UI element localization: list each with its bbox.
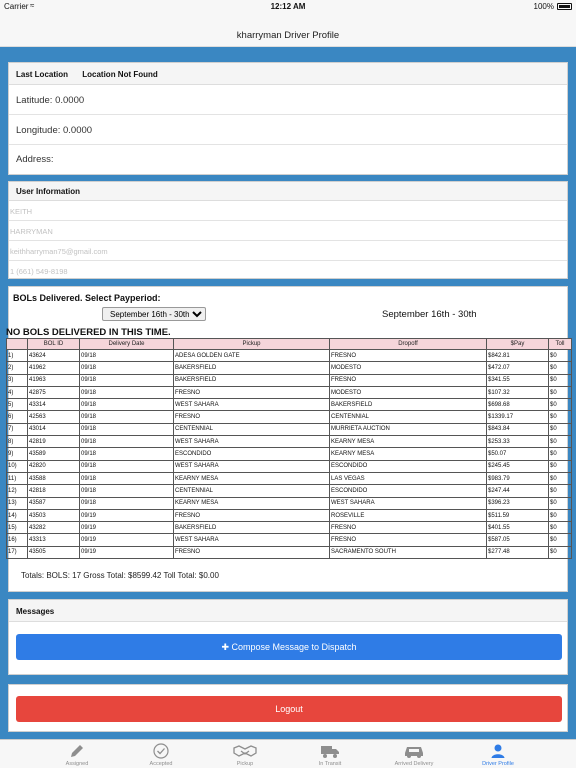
- table-cell: 14): [7, 509, 28, 521]
- table-row: [7, 509, 572, 521]
- nav-bar: [0, 13, 576, 47]
- table-row: [7, 399, 572, 411]
- compose-message-button[interactable]: [16, 634, 562, 660]
- table-cell: MURRIETA AUCTION: [330, 423, 487, 435]
- table-row: [7, 460, 572, 472]
- column-header: Pickup: [174, 339, 330, 350]
- table-cell: FRESNO: [174, 411, 330, 423]
- table-cell: 6): [7, 411, 28, 423]
- table-cell: 09/18: [80, 448, 174, 460]
- page-title: kharryman Driver Profile: [236, 30, 340, 41]
- table-cell: $0: [549, 423, 572, 435]
- totals-line: Totals: BOLS: 17 Gross Total: $8599.42 Toll Total: $0.00: [21, 571, 219, 580]
- table-cell: FRESNO: [174, 546, 330, 558]
- table-cell: $396.23: [487, 497, 549, 509]
- tab-in-transit[interactable]: [288, 740, 372, 768]
- battery-percent: 100%: [533, 2, 554, 11]
- table-cell: 09/19: [80, 509, 174, 521]
- last-location-header: [9, 63, 567, 85]
- tab-driver-profile[interactable]: [456, 740, 540, 768]
- table-cell: 17): [7, 546, 28, 558]
- table-cell: 43505: [28, 546, 80, 558]
- messages-header: Messages: [9, 600, 567, 622]
- table-cell: KEARNY MESA: [330, 448, 487, 460]
- pencil-icon: [69, 743, 85, 759]
- table-cell: CENTENNIAL: [174, 485, 330, 497]
- table-cell: $472.07: [487, 362, 549, 374]
- check-circle-icon: [153, 743, 169, 759]
- compose-message-label: Compose Message to Dispatch: [231, 642, 357, 652]
- tab-label: Accepted: [149, 761, 173, 767]
- table-cell: 43282: [28, 522, 80, 534]
- table-cell: 42875: [28, 386, 80, 398]
- table-cell: 12): [7, 485, 28, 497]
- table-cell: KEARNY MESA: [174, 472, 330, 484]
- user-icon: [490, 743, 506, 759]
- table-cell: ESCONDIDO: [174, 448, 330, 460]
- column-header: Toll: [549, 339, 572, 350]
- table-cell: MODESTO: [330, 386, 487, 398]
- table-cell: $277.48: [487, 546, 549, 558]
- address-row: Address:: [16, 154, 54, 165]
- table-cell: KEARNY MESA: [174, 497, 330, 509]
- table-cell: $341.55: [487, 374, 549, 386]
- table-cell: 15): [7, 522, 28, 534]
- table-cell: LAS VEGAS: [330, 472, 487, 484]
- table-cell: 09/18: [80, 472, 174, 484]
- table-cell: FRESNO: [330, 534, 487, 546]
- table-row: [7, 411, 572, 423]
- tab-label: Driver Profile: [482, 761, 514, 767]
- table-cell: 43624: [28, 350, 80, 362]
- table-cell: 2): [7, 362, 28, 374]
- table-cell: 5): [7, 399, 28, 411]
- table-cell: $842.81: [487, 350, 549, 362]
- column-header: Delivery Date: [80, 339, 174, 350]
- bols-heading: BOLs Delivered. Select Payperiod:: [13, 293, 161, 303]
- table-cell: ESCONDIDO: [330, 485, 487, 497]
- table-cell: $0: [549, 460, 572, 472]
- table-row: [7, 497, 572, 509]
- table-cell: 43314: [28, 399, 80, 411]
- latitude-row: Latitude: 0.0000: [9, 85, 567, 115]
- table-row: [7, 485, 572, 497]
- table-cell: $0: [549, 374, 572, 386]
- tab-arrived-delivery[interactable]: [372, 740, 456, 768]
- table-cell: $983.79: [487, 472, 549, 484]
- table-cell: $0: [549, 448, 572, 460]
- tab-bar: [0, 739, 576, 768]
- table-cell: 43587: [28, 497, 80, 509]
- tab-label: Arrived Delivery: [394, 761, 434, 767]
- table-cell: 41962: [28, 362, 80, 374]
- table-cell: $107.32: [487, 386, 549, 398]
- table-row: [7, 362, 572, 374]
- table-row: [7, 423, 572, 435]
- table-row: [7, 386, 572, 398]
- tab-pickup[interactable]: [203, 740, 287, 768]
- table-row: [7, 522, 572, 534]
- table-cell: 09/18: [80, 350, 174, 362]
- table-cell: $401.55: [487, 522, 549, 534]
- table-cell: $0: [549, 386, 572, 398]
- handshake-icon: [233, 743, 257, 759]
- table-cell: 43589: [28, 448, 80, 460]
- table-cell: $0: [549, 350, 572, 362]
- table-cell: 43313: [28, 534, 80, 546]
- column-header: Dropoff: [330, 339, 487, 350]
- table-cell: 7): [7, 423, 28, 435]
- bols-table-body: [7, 350, 572, 559]
- table-cell: FRESNO: [174, 386, 330, 398]
- table-cell: 09/18: [80, 460, 174, 472]
- table-cell: 13): [7, 497, 28, 509]
- table-row: [7, 472, 572, 484]
- table-cell: $0: [549, 522, 572, 534]
- table-cell: 42820: [28, 460, 80, 472]
- table-cell: 3): [7, 374, 28, 386]
- table-cell: WEST SAHARA: [174, 399, 330, 411]
- table-row: [7, 546, 572, 558]
- table-cell: 09/18: [80, 497, 174, 509]
- table-cell: WEST SAHARA: [174, 534, 330, 546]
- table-cell: BAKERSFIELD: [174, 374, 330, 386]
- table-cell: 09/19: [80, 522, 174, 534]
- table-cell: 09/19: [80, 546, 174, 558]
- table-cell: $0: [549, 436, 572, 448]
- table-cell: CENTENNIAL: [330, 411, 487, 423]
- table-cell: KEARNY MESA: [330, 436, 487, 448]
- table-cell: WEST SAHARA: [330, 497, 487, 509]
- table-cell: $511.59: [487, 509, 549, 521]
- table-cell: 43588: [28, 472, 80, 484]
- table-cell: $0: [549, 509, 572, 521]
- table-cell: FRESNO: [330, 522, 487, 534]
- table-cell: ADESA GOLDEN GATE: [174, 350, 330, 362]
- table-cell: $0: [549, 546, 572, 558]
- table-cell: WEST SAHARA: [174, 460, 330, 472]
- table-row: [7, 448, 572, 460]
- carrier-label: Carrier: [4, 2, 29, 11]
- table-cell: 43014: [28, 423, 80, 435]
- no-bols-message: NO BOLS DELIVERED IN THIS TIME.: [6, 327, 171, 338]
- table-cell: $253.33: [487, 436, 549, 448]
- tab-label: Assigned: [65, 761, 89, 767]
- table-cell: $843.84: [487, 423, 549, 435]
- table-cell: $0: [549, 411, 572, 423]
- table-cell: $0: [549, 485, 572, 497]
- location-status: Location Not Found: [82, 70, 158, 79]
- table-cell: 4): [7, 386, 28, 398]
- battery-icon: [557, 3, 572, 10]
- table-cell: $0: [549, 472, 572, 484]
- table-cell: 43503: [28, 509, 80, 521]
- table-cell: 9): [7, 448, 28, 460]
- user-information-header: User Information: [9, 182, 567, 201]
- table-cell: FRESNO: [174, 509, 330, 521]
- table-cell: 09/18: [80, 399, 174, 411]
- plus-icon: ✚: [221, 642, 229, 652]
- column-header: BOL ID: [28, 339, 80, 350]
- tab-label: Pickup: [236, 761, 254, 767]
- selected-period: September 16th - 30th: [382, 309, 477, 320]
- table-cell: 09/18: [80, 362, 174, 374]
- user-information-panel: [8, 181, 568, 279]
- column-header: $Pay: [487, 339, 549, 350]
- table-cell: $50.07: [487, 448, 549, 460]
- payperiod-select[interactable]: [102, 307, 206, 321]
- table-cell: 8): [7, 436, 28, 448]
- table-row: [7, 374, 572, 386]
- table-cell: FRESNO: [330, 350, 487, 362]
- table-cell: BAKERSFIELD: [330, 399, 487, 411]
- tab-assigned[interactable]: [35, 740, 119, 768]
- last-location-label: Last Location: [16, 70, 69, 79]
- table-cell: 42563: [28, 411, 80, 423]
- table-cell: BAKERSFIELD: [174, 362, 330, 374]
- table-cell: $1339.17: [487, 411, 549, 423]
- table-cell: 42819: [28, 436, 80, 448]
- table-cell: 11): [7, 472, 28, 484]
- messages-panel: [8, 599, 568, 675]
- table-cell: 09/18: [80, 436, 174, 448]
- tab-label: In Transit: [318, 761, 342, 767]
- table-cell: $0: [549, 362, 572, 374]
- table-row: [7, 436, 572, 448]
- truck-icon: [320, 743, 340, 759]
- table-cell: $247.44: [487, 485, 549, 497]
- table-cell: $0: [549, 497, 572, 509]
- table-cell: 41963: [28, 374, 80, 386]
- table-cell: BAKERSFIELD: [174, 522, 330, 534]
- table-cell: 09/18: [80, 423, 174, 435]
- table-cell: $245.45: [487, 460, 549, 472]
- table-cell: 09/18: [80, 485, 174, 497]
- table-row: [7, 534, 572, 546]
- table-cell: FRESNO: [330, 374, 487, 386]
- tab-accepted[interactable]: [119, 740, 203, 768]
- bols-table-header: [7, 339, 572, 350]
- table-cell: $0: [549, 534, 572, 546]
- email-field[interactable]: keithharryman75@gmail.com: [9, 241, 567, 261]
- first-name-field[interactable]: KEITH: [9, 201, 567, 221]
- table-cell: ROSEVILLE: [330, 509, 487, 521]
- table-cell: 42818: [28, 485, 80, 497]
- phone-field[interactable]: 1 (661) 549-8198: [10, 267, 68, 276]
- bols-table: [6, 338, 572, 559]
- table-cell: 09/19: [80, 534, 174, 546]
- car-icon: [403, 743, 425, 759]
- logout-panel: [8, 684, 568, 732]
- table-cell: WEST SAHARA: [174, 436, 330, 448]
- table-cell: 09/18: [80, 374, 174, 386]
- table-cell: 16): [7, 534, 28, 546]
- table-cell: CENTENNIAL: [174, 423, 330, 435]
- logout-button[interactable]: Logout: [16, 696, 562, 722]
- status-bar: [0, 0, 576, 13]
- table-cell: $587.05: [487, 534, 549, 546]
- bols-panel: [8, 286, 568, 592]
- column-header: [7, 339, 28, 350]
- table-cell: 10): [7, 460, 28, 472]
- last-name-field[interactable]: HARRYMAN: [9, 221, 567, 241]
- table-cell: $0: [549, 399, 572, 411]
- last-location-panel: [8, 62, 568, 175]
- table-cell: ESCONDIDO: [330, 460, 487, 472]
- table-cell: 09/18: [80, 411, 174, 423]
- table-row: [7, 350, 572, 362]
- wifi-icon: ≈: [30, 1, 35, 10]
- longitude-row: Longitude: 0.0000: [9, 115, 567, 145]
- table-cell: SACRAMENTO SOUTH: [330, 546, 487, 558]
- clock: 12:12 AM: [270, 2, 306, 11]
- table-cell: $698.68: [487, 399, 549, 411]
- table-cell: 1): [7, 350, 28, 362]
- table-cell: 09/18: [80, 386, 174, 398]
- table-cell: MODESTO: [330, 362, 487, 374]
